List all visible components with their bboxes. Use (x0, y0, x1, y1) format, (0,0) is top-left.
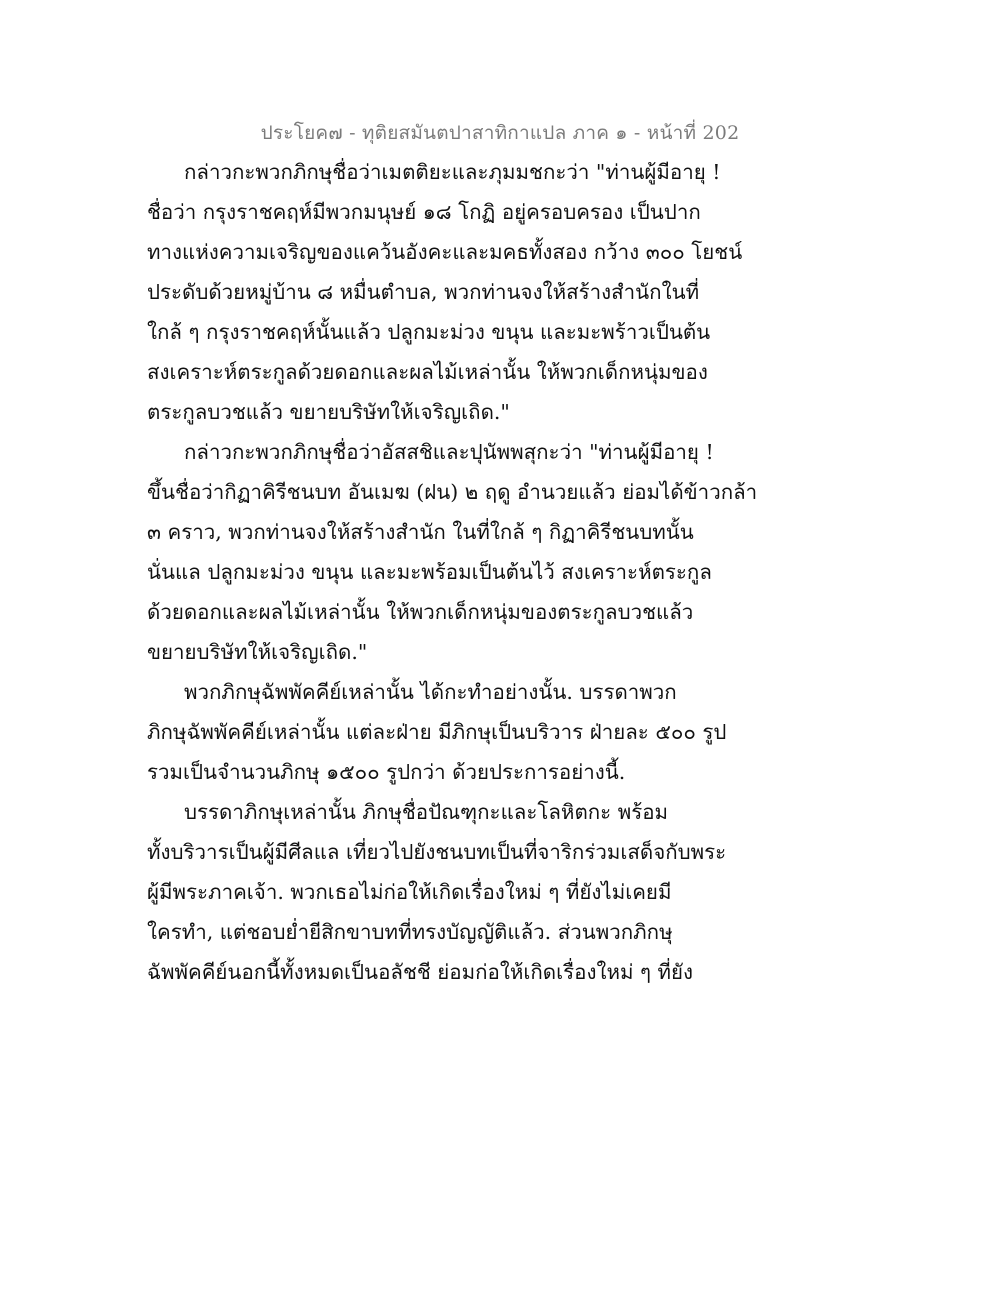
body-text (147, 152, 758, 992)
text-line: กล่าวกะพวกภิกษุชื่อว่าเมตติยะและภุมมชกะว่า "ท่านผู้มีอายุ ! (184, 160, 721, 184)
text-line: ขยายบริษัทให้เจริญเถิด." (147, 640, 368, 664)
text-line: พวกภิกษุฉัพพัคคีย์เหล่านั้น ได้กะทำอย่างนั้น. บรรดาพวก (184, 680, 677, 704)
text-line: ขึ้นชื่อว่ากิฏาคิรีชนบท อันเมฆ (ฝน) ๒ ฤดู อำนวยแล้ว ย่อมได้ข้าวกล้า (147, 480, 758, 504)
text-line: ๓ คราว, พวกท่านจงให้สร้างสำนัก ในที่ใกล้ ๆ กิฏาคิรีชนบทนั้น (147, 520, 694, 544)
text-line: บรรดาภิกษุเหล่านั้น ภิกษุชื่อปัณฑุกะและโลหิตกะ พร้อม (184, 800, 669, 824)
text-line: ทั้งบริวารเป็นผู้มีศีลแล เที่ยวไปยังชนบทเป็นที่จาริกร่วมเสด็จกับพระ (147, 840, 727, 864)
text-line: ตระกูลบวชแล้ว ขยายบริษัทให้เจริญเถิด." (147, 400, 510, 424)
text-line: สงเคราะห์ตระกูลด้วยดอกและผลไม้เหล่านั้น ให้พวกเด็กหนุ่มของ (147, 360, 708, 384)
text-line: ชื่อว่า กรุงราชคฤห์มีพวกมนุษย์ ๑๘ โกฏิ อยู่ครอบครอง เป็นปาก (147, 200, 701, 224)
text-line: ใกล้ ๆ กรุงราชคฤห์นั้นแล้ว ปลูกมะม่วง ขนุน และมะพร้าวเป็นต้น (147, 320, 711, 344)
text-line: รวมเป็นจำนวนภิกษุ ๑๕๐๐ รูปกว่า ด้วยประการอย่างนี้. (147, 760, 626, 784)
text-line: ฉัพพัคคีย์นอกนี้ทั้งหมดเป็นอลัชชี ย่อมก่อให้เกิดเรื่องใหม่ ๆ ที่ยัง (147, 960, 694, 984)
text-line: ทางแห่งความเจริญของแคว้นอังคะและมคธทั้งสอง กว้าง ๓๐๐ โยชน์ (147, 240, 743, 264)
text-line: ด้วยดอกและผลไม้เหล่านั้น ให้พวกเด็กหนุ่มของตระกูลบวชแล้ว (147, 600, 694, 624)
running-header: ประโยค๗ - ทุติยสมันตปาสาทิกาแปล ภาค ๑ - หน้าที่ 202 (260, 122, 740, 144)
text-line: กล่าวกะพวกภิกษุชื่อว่าอัสสชิและปุนัพพสุกะว่า "ท่านผู้มีอายุ ! (184, 440, 714, 464)
text-line: ประดับด้วยหมู่บ้าน ๘ หมื่นตำบล, พวกท่านจงให้สร้างสำนักในที่ (147, 280, 700, 304)
text-line: ภิกษุฉัพพัคคีย์เหล่านั้น แต่ละฝ่าย มีภิกษุเป็นบริวาร ฝ่ายละ ๕๐๐ รูป (147, 720, 727, 744)
text-line: ผู้มีพระภาคเจ้า. พวกเธอไม่ก่อให้เกิดเรื่องใหม่ ๆ ที่ยังไม่เคยมี (147, 880, 672, 904)
text-line: ใครทำ, แต่ชอบย่ำยีสิกขาบทที่ทรงบัญญัติแล้ว. ส่วนพวกภิกษุ (147, 920, 673, 944)
text-line: นั่นแล ปลูกมะม่วง ขนุน และมะพร้อมเป็นต้นไว้ สงเคราะห์ตระกูล (147, 560, 712, 584)
